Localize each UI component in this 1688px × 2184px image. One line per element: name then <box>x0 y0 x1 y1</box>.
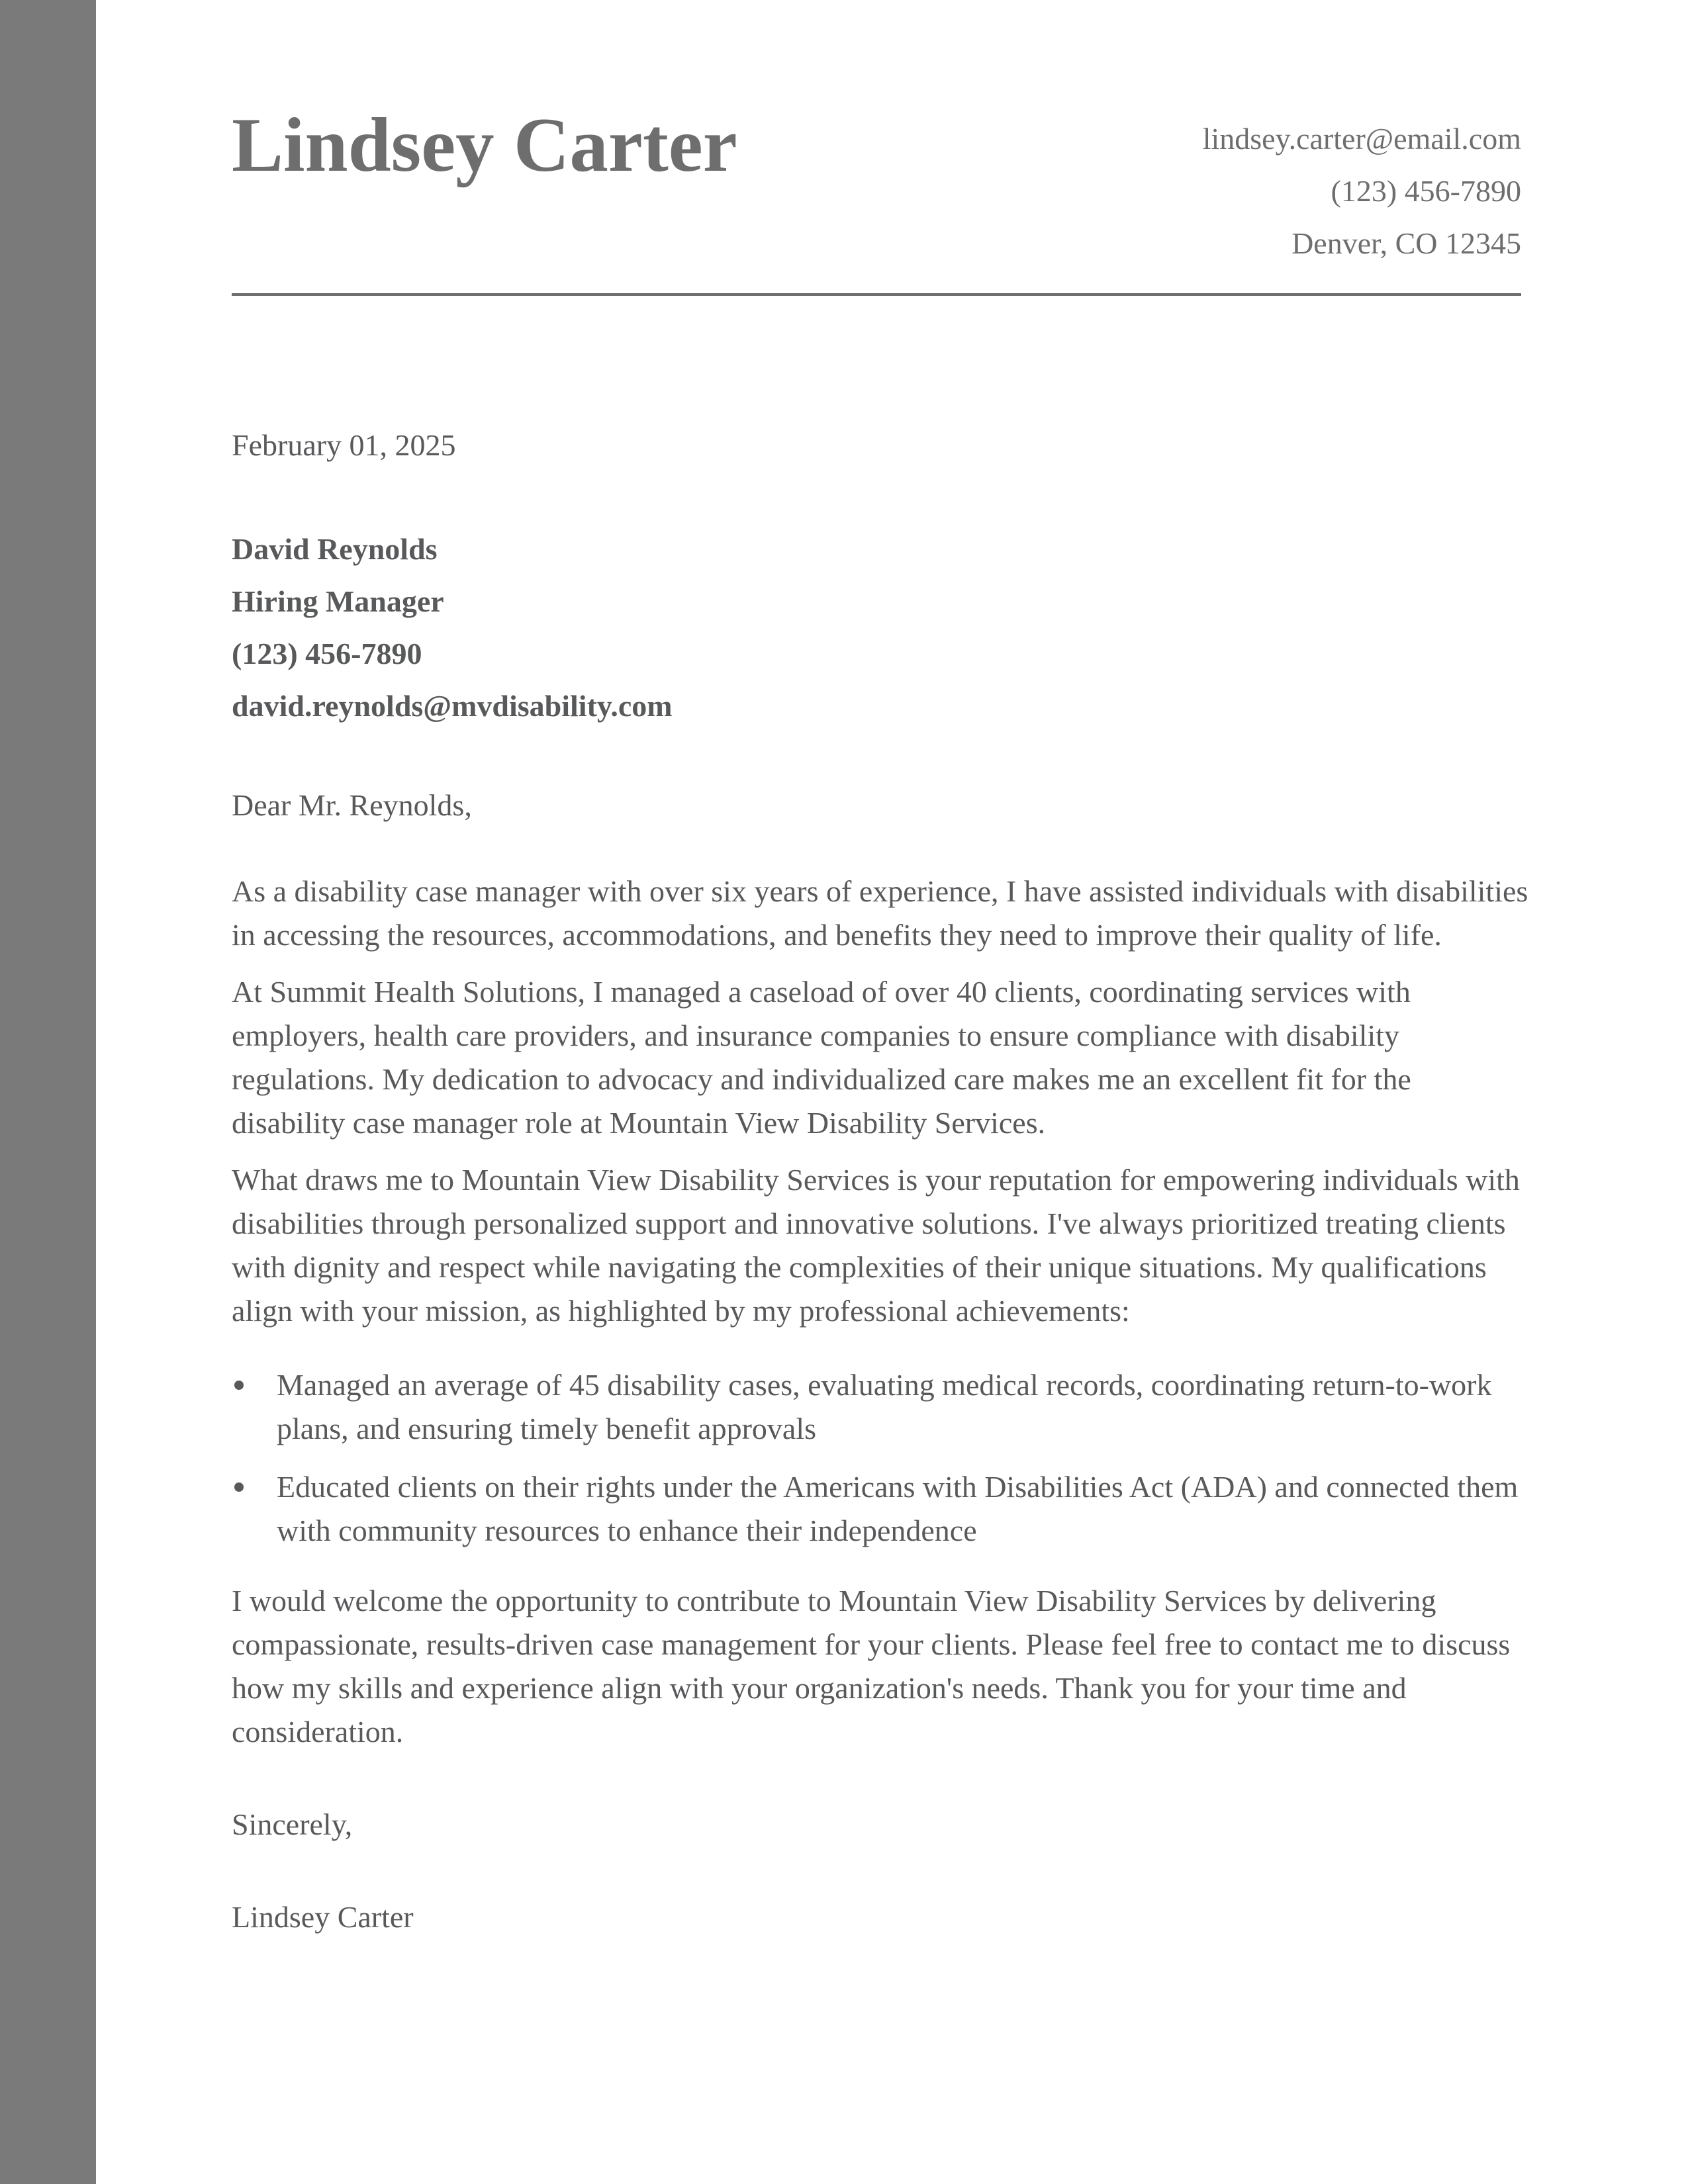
letter-body <box>232 424 1529 1939</box>
sign-off: Sincerely, <box>232 1807 353 1841</box>
closing-paragraph: I would welcome the opportunity to contribute to Mountain View Disability Services by delivering compassionate, results-driven case management for your clients. Please feel free to contact me to discuss how my skills and experience align with your organization's needs. Thank you for your time and consideration. <box>232 1584 1511 1749</box>
applicant-phone: (123) 456-7890 <box>1331 174 1521 208</box>
recipient-block <box>232 523 1529 732</box>
bullet-dot-icon <box>234 1381 244 1390</box>
recipient-title: Hiring Manager <box>232 584 444 618</box>
achievement-text: Educated clients on their rights under the Americans with Disabilities Act (ADA) and connected them with community resources to enhance their independence <box>277 1470 1519 1547</box>
achievement-text: Managed an average of 45 disability cases, evaluating medical records, coordinating return-to-work plans, and ensuring timely benefit approvals <box>277 1368 1492 1445</box>
list-item <box>232 1465 1529 1553</box>
body-paragraph-motivation: What draws me to Mountain View Disability Services is your reputation for empowering individuals with disabilities through personalized support and innovative solutions. I've always prioritized treating clients with dignity and respect while navigating the complexities of their unique situations. My qualifications align with your mission, as highlighted by my professional achievements: <box>232 1163 1520 1328</box>
recipient-email: david.reynolds@mvdisability.com <box>232 689 673 723</box>
applicant-name: Lindsey Carter <box>232 103 737 188</box>
applicant-email: lindsey.carter@email.com <box>1202 122 1521 156</box>
body-paragraph-experience: At Summit Health Solutions, I managed a caseload of over 40 clients, coordinating services with employers, health care providers, and insurance companies to ensure compliance with disability regulations. My dedication to advocacy and individualized care makes me an excellent fit for the disability case manager role at Mountain View Disability Services. <box>232 975 1411 1140</box>
list-item <box>232 1363 1529 1451</box>
letter-date: February 01, 2025 <box>232 428 456 462</box>
side-accent-bar <box>0 0 96 2184</box>
body-paragraph-intro: As a disability case manager with over six years of experience, I have assisted individuals with disabilities in accessing the resources, accommodations, and benefits they need to improve their quality of life. <box>232 874 1528 952</box>
applicant-location: Denver, CO 12345 <box>1291 226 1521 260</box>
bullet-dot-icon <box>234 1482 244 1492</box>
applicant-contact-block <box>1203 113 1521 269</box>
recipient-phone: (123) 456-7890 <box>232 637 422 670</box>
salutation: Dear Mr. Reynolds, <box>232 788 472 822</box>
signature: Lindsey Carter <box>232 1900 414 1934</box>
header-divider <box>232 293 1521 296</box>
achievement-list <box>232 1363 1529 1553</box>
recipient-name: David Reynolds <box>232 532 438 566</box>
